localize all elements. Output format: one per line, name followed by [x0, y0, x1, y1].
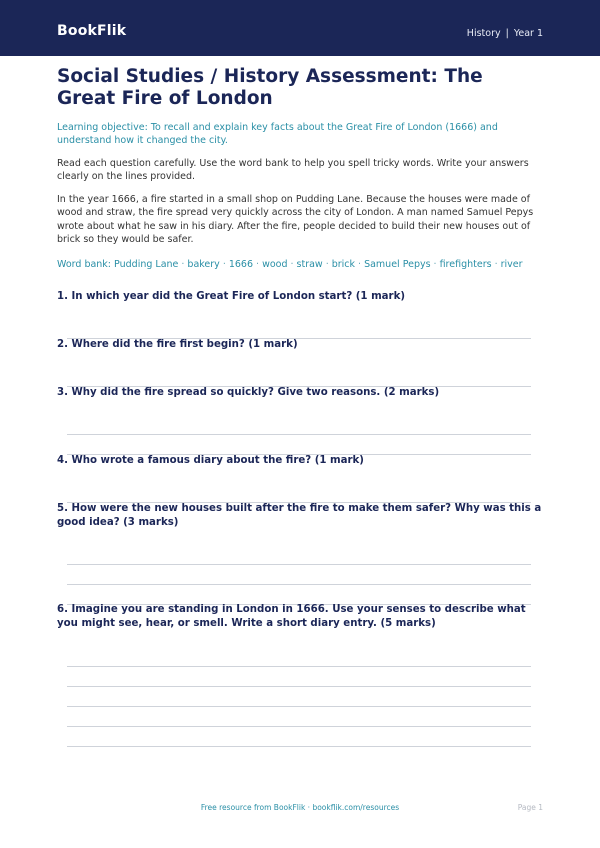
- question-1: 1. In which year did the Great Fire of London start? (1 mark): [57, 291, 406, 302]
- top-bar: [0, 0, 600, 56]
- word-bank-word: river: [500, 259, 523, 270]
- page-number: Page 1: [517, 803, 543, 812]
- breadcrumb-subject: History: [466, 28, 501, 39]
- answer-line[interactable]: [67, 726, 531, 727]
- word-bank-label: Word bank:: [57, 259, 112, 270]
- answer-line[interactable]: [67, 746, 531, 747]
- answer-line[interactable]: [67, 686, 531, 687]
- passage-text: In the year 1666, a fire started in a small shop on Pudding Lane. Because the houses were made of wood and straw, the fire spread very quickly across the city of London. A man named Samuel Pepys wrote about what he saw in his diary. After the fire, people decided to build their new houses out of brick so they would be safer.: [57, 194, 534, 245]
- breadcrumb-year: Year 1: [513, 28, 543, 39]
- word-bank-word: Samuel Pepys: [364, 259, 431, 270]
- answer-line[interactable]: [67, 584, 531, 585]
- answer-line[interactable]: [67, 434, 531, 435]
- word-bank-word: Pudding Lane: [114, 259, 179, 270]
- answer-line[interactable]: [67, 666, 531, 667]
- word-bank: Word bank: Pudding Lane · bakery · 1666 · wood · straw · brick · Samuel Pepys · firefighters · river: [57, 259, 523, 270]
- word-bank-word: 1666: [228, 259, 254, 270]
- word-bank-word: firefighters: [439, 259, 492, 270]
- word-bank-word: wood: [262, 259, 288, 270]
- word-bank-word: brick: [331, 259, 356, 270]
- breadcrumb-separator: |: [505, 28, 509, 39]
- question-5: 5. How were the new houses built after the fire to make them safer? Why was this a good idea? (3 marks): [57, 503, 542, 528]
- question-3: 3. Why did the fire spread so quickly? Give two reasons. (2 marks): [57, 387, 440, 398]
- question-4: 4. Who wrote a famous diary about the fire? (1 mark): [57, 455, 364, 466]
- breadcrumb: [467, 28, 543, 39]
- question-2: 2. Where did the fire first begin? (1 mark): [57, 339, 298, 350]
- footer-resource-link[interactable]: Free resource from BookFlik · bookflik.com/resources: [200, 803, 400, 812]
- word-bank-word: straw: [296, 259, 323, 270]
- answer-line[interactable]: [67, 564, 531, 565]
- question-6: 6. Imagine you are standing in London in 1666. Use your senses to describe what you might see, hear, or smell. Write a short diary entry. (5 marks): [57, 604, 526, 629]
- instructions-text: Read each question carefully. Use the word bank to help you spell tricky words. Write your answers clearly on the lines provided.: [57, 158, 529, 183]
- page-title: Social Studies / History Assessment: The Great Fire of London: [57, 66, 483, 109]
- learning-objective: Learning objective: To recall and explain key facts about the Great Fire of London (1666) and understand how it changed the city.: [57, 122, 498, 146]
- word-bank-word: bakery: [187, 259, 220, 270]
- brand-logo[interactable]: BookFlik: [57, 23, 127, 39]
- answer-line[interactable]: [67, 706, 531, 707]
